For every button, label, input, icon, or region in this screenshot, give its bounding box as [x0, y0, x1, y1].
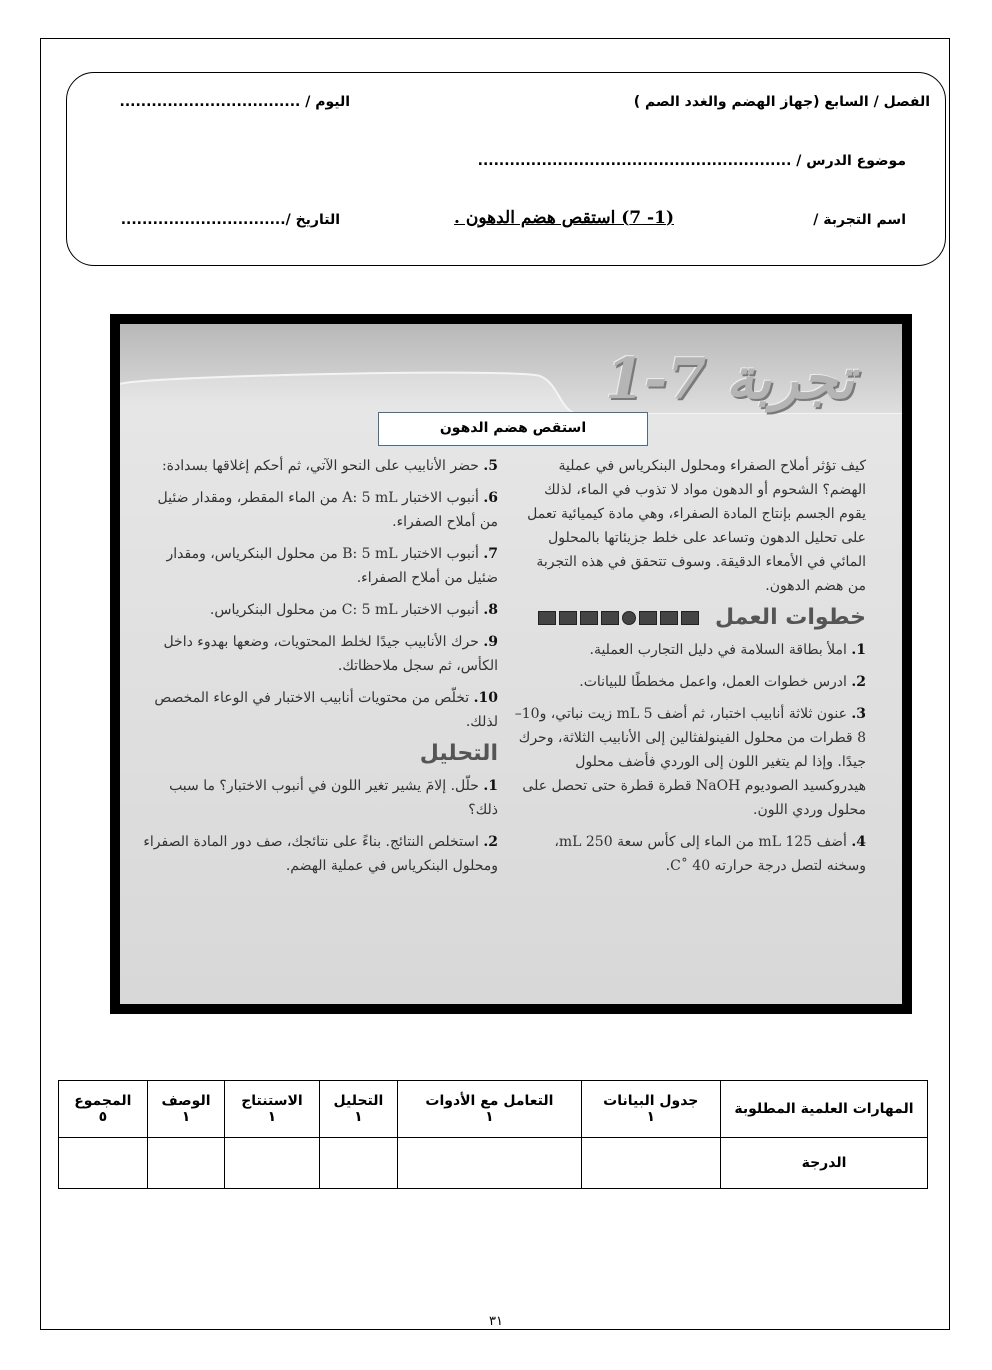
- experiment-heading: تجربة 7-1: [605, 346, 854, 412]
- grades-table: [58, 1080, 928, 1189]
- analysis-heading: التحليل: [419, 741, 498, 766]
- experiment-label: اسم التجربة /: [813, 212, 906, 228]
- step-item: 2. ادرس خطوات العمل، واعمل مخططًا للبيانات.: [579, 674, 866, 690]
- grade-input-cell[interactable]: [225, 1138, 319, 1189]
- analysis-item: 2. استخلص النتائج. بناءً على نتائجك، صف دور المادة الصفراء ومحلول البنكرياس في عملية الهضم.: [143, 834, 498, 874]
- lesson-label: موضوع الدرس / ...........................................................: [477, 153, 906, 169]
- step-item: 6. أنبوب الاختبار A: 5 mL من الماء المقطر، ومقدار ضئيل من أملاح الصفراء.: [157, 490, 498, 530]
- skills-row: [59, 1081, 928, 1138]
- step-item: 1. املأ بطاقة السلامة في دليل التجارب العملية.: [589, 642, 866, 658]
- total-cell: المجموع ٥: [59, 1081, 148, 1138]
- grade-label-cell: الدرجة: [721, 1138, 928, 1189]
- date-label: التاريخ /...............................: [120, 212, 340, 228]
- step-item: 5. حضر الأنابيب على النحو الآتي، ثم أحكم إغلاقها بسدادة:: [161, 458, 498, 474]
- analysis-item: 1. حلّل. إلامَ يشير تغير اللون في أنبوب الاختبار؟ ما سبب ذلك؟: [169, 778, 498, 818]
- grade-input-cell[interactable]: [319, 1138, 398, 1189]
- step-item: 10. تخلّص من محتويات أنابيب الاختبار في الوعاء المخصص لذلك.: [154, 690, 498, 730]
- step-item: 4. أضف 125 mL من الماء إلى كأس سعة 250 mL، وسخنه لتصل درجة حرارته 40 ˚C.: [554, 834, 866, 874]
- figure-panel: [120, 324, 902, 1004]
- figure-title-box: استقص هضم الدهون: [378, 412, 648, 446]
- chapter-label: الفصل / السابع (جهاز الهضم والغدد الصم ): [633, 94, 930, 110]
- grade-input-cell[interactable]: [147, 1138, 225, 1189]
- step-item: 3. عنون ثلاثة أنابيب اختبار، ثم أضف 5 mL زيت نباتي، و10–8 قطرات من محلول الفينولفثالين إلى الأنابيب الثلاثة، وحرك جيدًا. وإذا لم يتغير اللون إلى الوردي فأضف محلول هيدروكسيد الصوديوم NaOH قطرة قطرة حتى تحصل على محلول وردي اللون.: [514, 706, 866, 818]
- skills-label-cell: المهارات العلمية المطلوبة: [721, 1081, 928, 1138]
- step-item: 8. أنبوب الاختبار C: 5 mL من محلول البنكرياس.: [209, 602, 498, 618]
- step-item: 9. حرك الأنابيب جيدًا لخلط المحتويات، وضعها بهدوء داخل الكأس، ثم سجل ملاحظاتك.: [163, 634, 498, 674]
- steps-heading: خطوات العمل: [514, 606, 866, 630]
- skill-cell: الوصف ١: [147, 1081, 225, 1138]
- intro-paragraph: كيف تؤثر أملاح الصفراء ومحلول البنكرياس في عملية الهضم؟ الشحوم أو الدهون مواد لا تذوب في الماء، لذلك يقوم الجسم بإنتاج المادة الصفراء، وهي مادة كيميائية تعمل على تحليل الدهون وتساعد على خلط جزيئاتها بالمحلول المائي في الأمعاء الدقيقة. وسوف تتحقق في هذه التجربة من هضم الدهون.: [527, 458, 866, 594]
- safety-icons: [535, 606, 699, 630]
- right-column: [514, 454, 866, 886]
- left-column: [138, 454, 498, 886]
- grade-input-cell[interactable]: [398, 1138, 581, 1189]
- skill-cell: الاستنتاج ١: [225, 1081, 319, 1138]
- grade-input-cell[interactable]: [581, 1138, 720, 1189]
- skill-cell: التعامل مع الأدوات ١: [398, 1081, 581, 1138]
- skill-cell: جدول البيانات ١: [581, 1081, 720, 1138]
- grade-input-cell[interactable]: [59, 1138, 148, 1189]
- skill-cell: التحليل ١: [319, 1081, 398, 1138]
- day-label: اليوم / ..................................: [119, 94, 350, 110]
- experiment-title: (1- 7) استقص هضم الدهون .: [454, 208, 674, 228]
- step-item: 7. أنبوب الاختبار B: 5 mL من محلول البنكرياس، ومقدار ضئيل من أملاح الصفراء.: [166, 546, 498, 586]
- experiment-figure: [110, 314, 912, 1014]
- grade-row: [59, 1138, 928, 1189]
- page-number: ٣١: [489, 1314, 503, 1329]
